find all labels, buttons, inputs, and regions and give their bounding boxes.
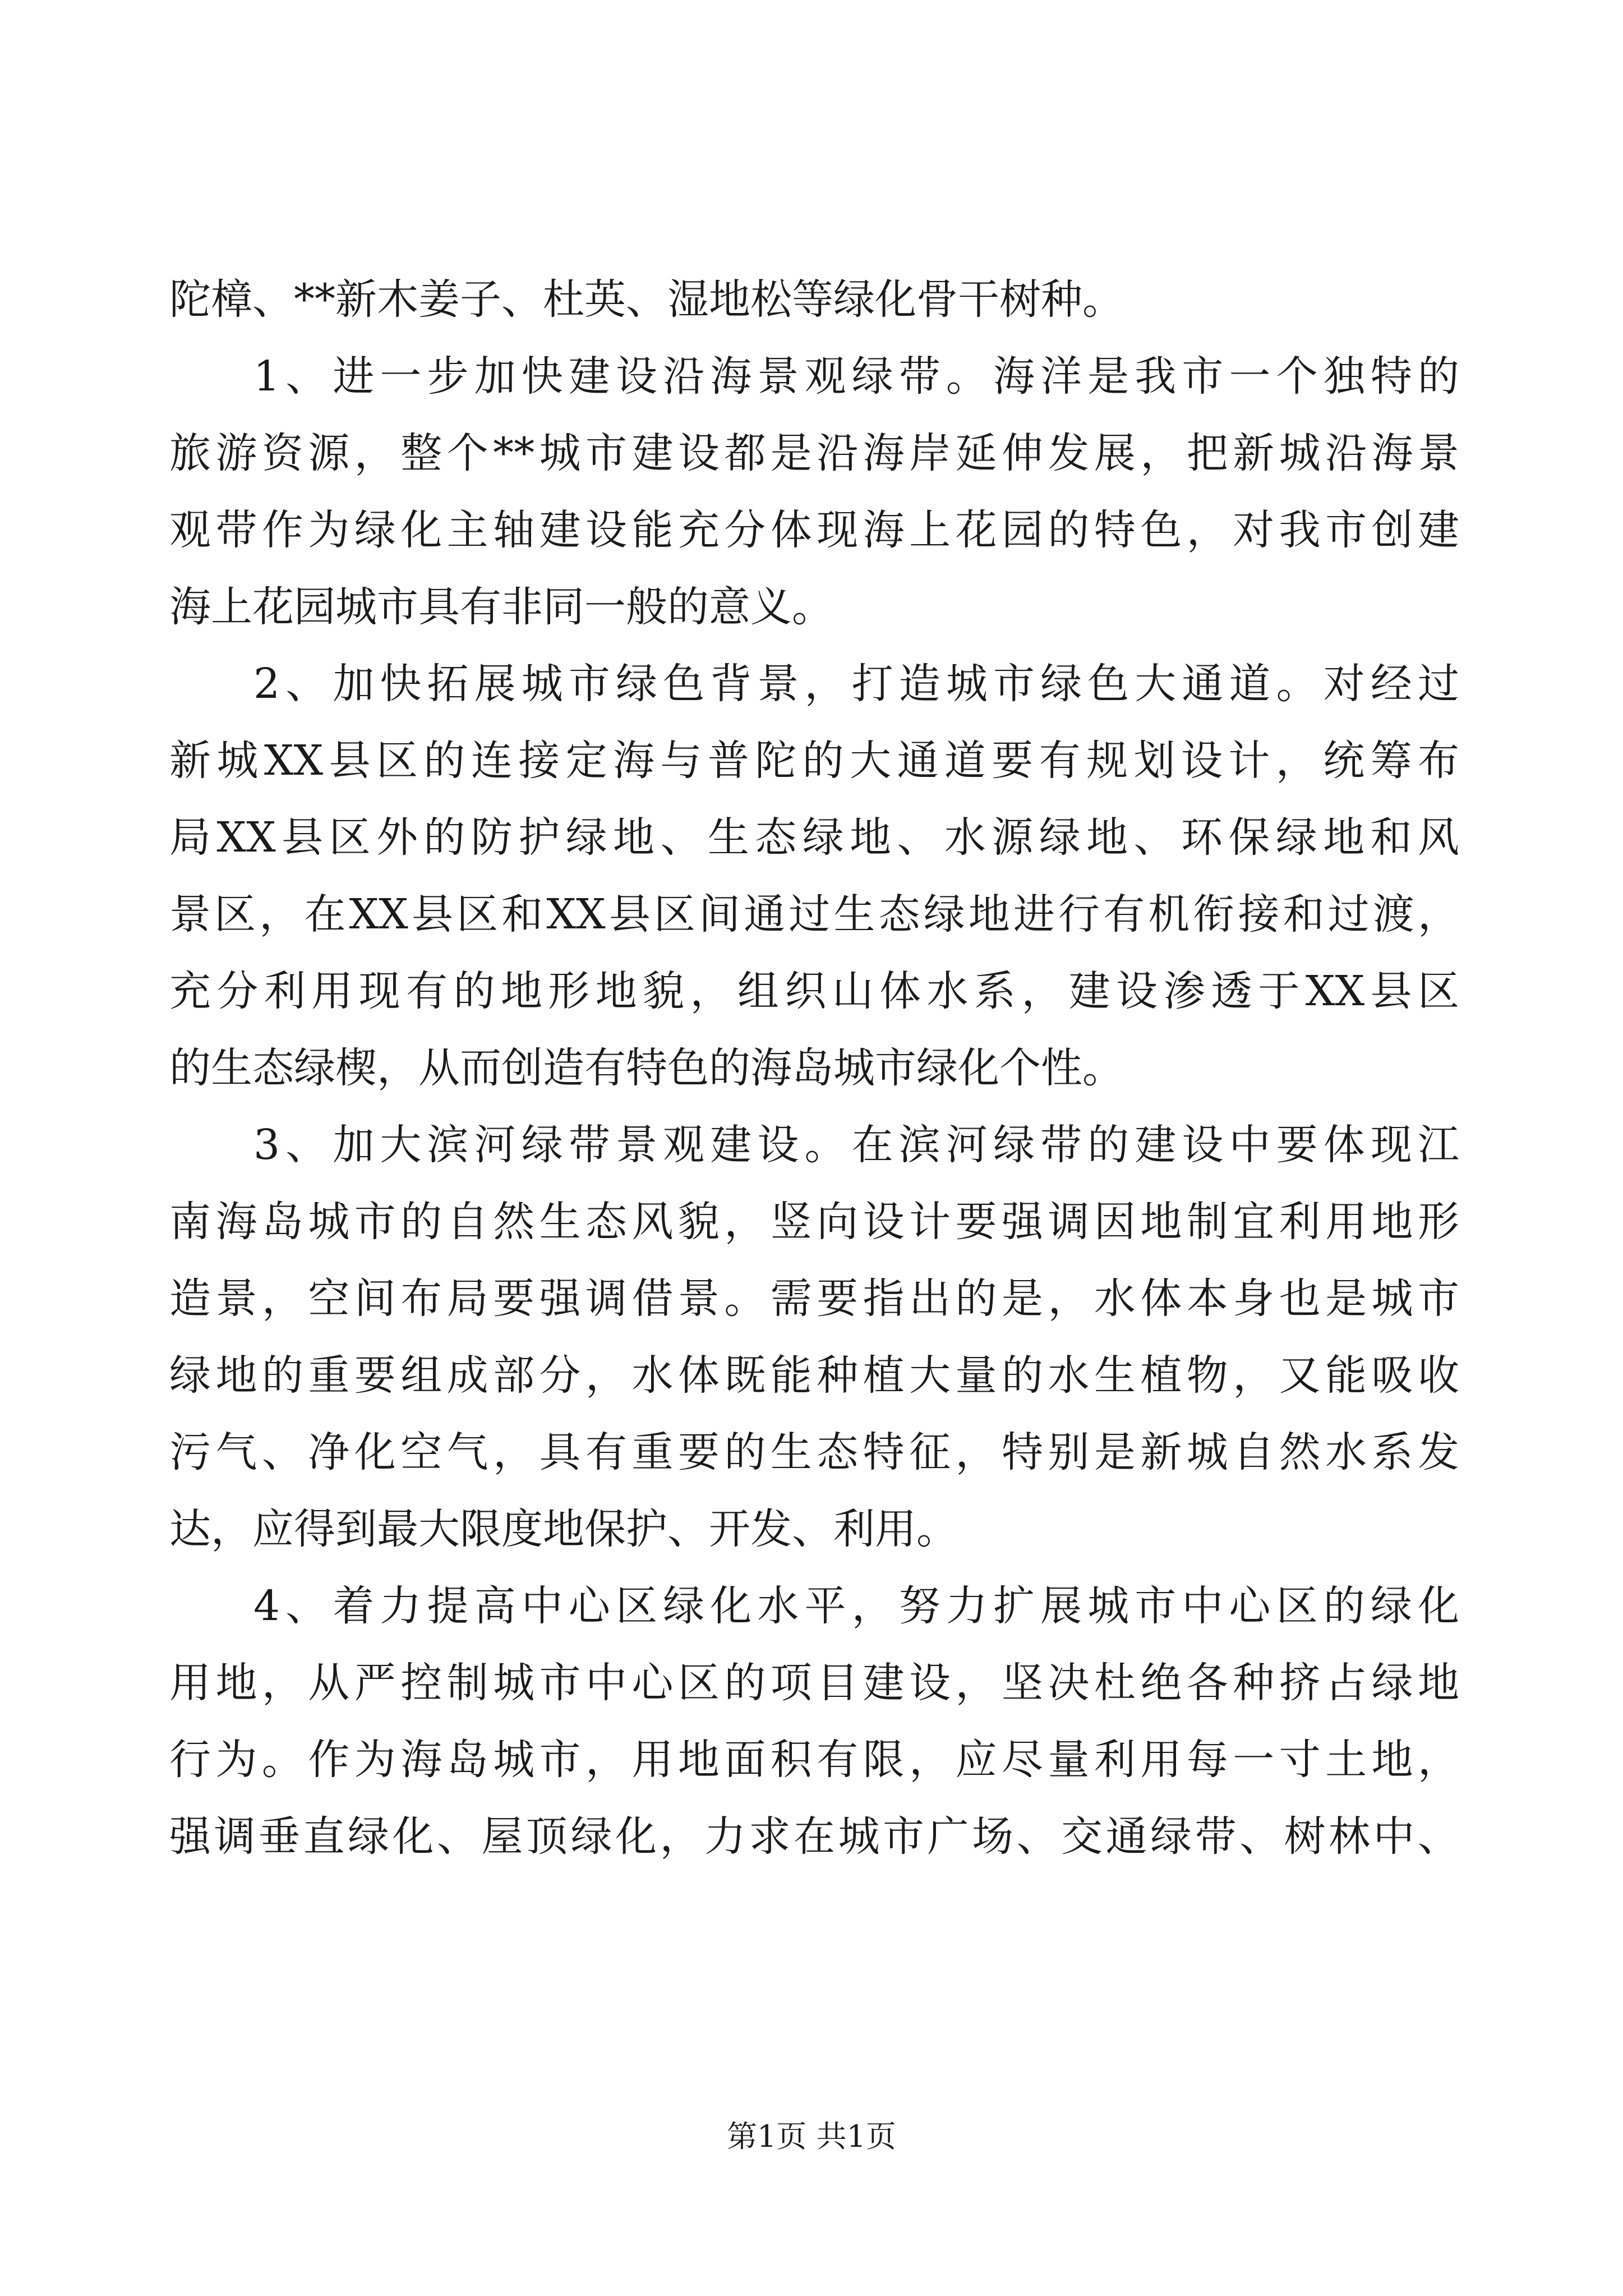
text-line: 新城XX县区的连接定海与普陀的大通道要有规划设计，统筹布	[169, 737, 1459, 785]
text-line: 达，应得到最大限度地保护、开发、利用。	[169, 1505, 958, 1553]
text-line: 景区，在XX县区和XX县区间通过生态绿地进行有机衔接和过渡，	[169, 890, 1459, 938]
text-line: 绿地的重要组成部分，水体既能种植大量的水生植物，又能吸收	[169, 1351, 1459, 1400]
page-number-footer: 第1页 共1页	[727, 2119, 896, 2154]
paragraph-3-start: 3、加大滨河绿带景观建设。在滨河绿带的建设中要体现江	[253, 1121, 1459, 1169]
text-line: 充分利用现有的地形地貌，组织山体水系，建设渗透于XX县区	[169, 967, 1459, 1015]
text-line: 的生态绿楔，从而创造有特色的海岛城市绿化个性。	[169, 1044, 1124, 1092]
text-line: 局XX县区外的防护绿地、生态绿地、水源绿地、环保绿地和风	[169, 813, 1459, 862]
paragraph-2-start: 2、加快拓展城市绿色背景，打造城市绿色大通道。对经过	[253, 660, 1459, 708]
text-line: 行为。作为海岛城市，用地面积有限，应尽量利用每一寸土地，	[169, 1736, 1459, 1784]
text-line: 南海岛城市的自然生态风貌，竖向设计要强调因地制宜利用地形	[169, 1198, 1459, 1246]
text-line: 污气、净化空气，具有重要的生态特征，特别是新城自然水系发	[169, 1428, 1459, 1476]
text-line: 强调垂直绿化、屋顶绿化，力求在城市广场、交通绿带、树林中、	[169, 1812, 1459, 1861]
text-line: 造景，空间布局要强调借景。需要指出的是，水体本身也是城市	[169, 1274, 1459, 1323]
text-line: 用地，从严控制城市中心区的项目建设，坚决杜绝各种挤占绿地	[169, 1659, 1459, 1707]
text-line: 旅游资源，整个**城市建设都是沿海岸延伸发展，把新城沿海景	[169, 429, 1459, 477]
text-line: 陀樟、**新木姜子、杜英、湿地松等绿化骨干树种。	[169, 275, 1124, 324]
paragraph-4-start: 4、着力提高中心区绿化水平，努力扩展城市中心区的绿化	[253, 1582, 1459, 1630]
paragraph-1-start: 1、进一步加快建设沿海景观绿带。海洋是我市一个独特的	[253, 352, 1459, 401]
text-line: 海上花园城市具有非同一般的意义。	[169, 583, 833, 631]
text-line: 观带作为绿化主轴建设能充分体现海上花园的特色，对我市创建	[169, 506, 1459, 554]
document-body	[169, 261, 1459, 1875]
